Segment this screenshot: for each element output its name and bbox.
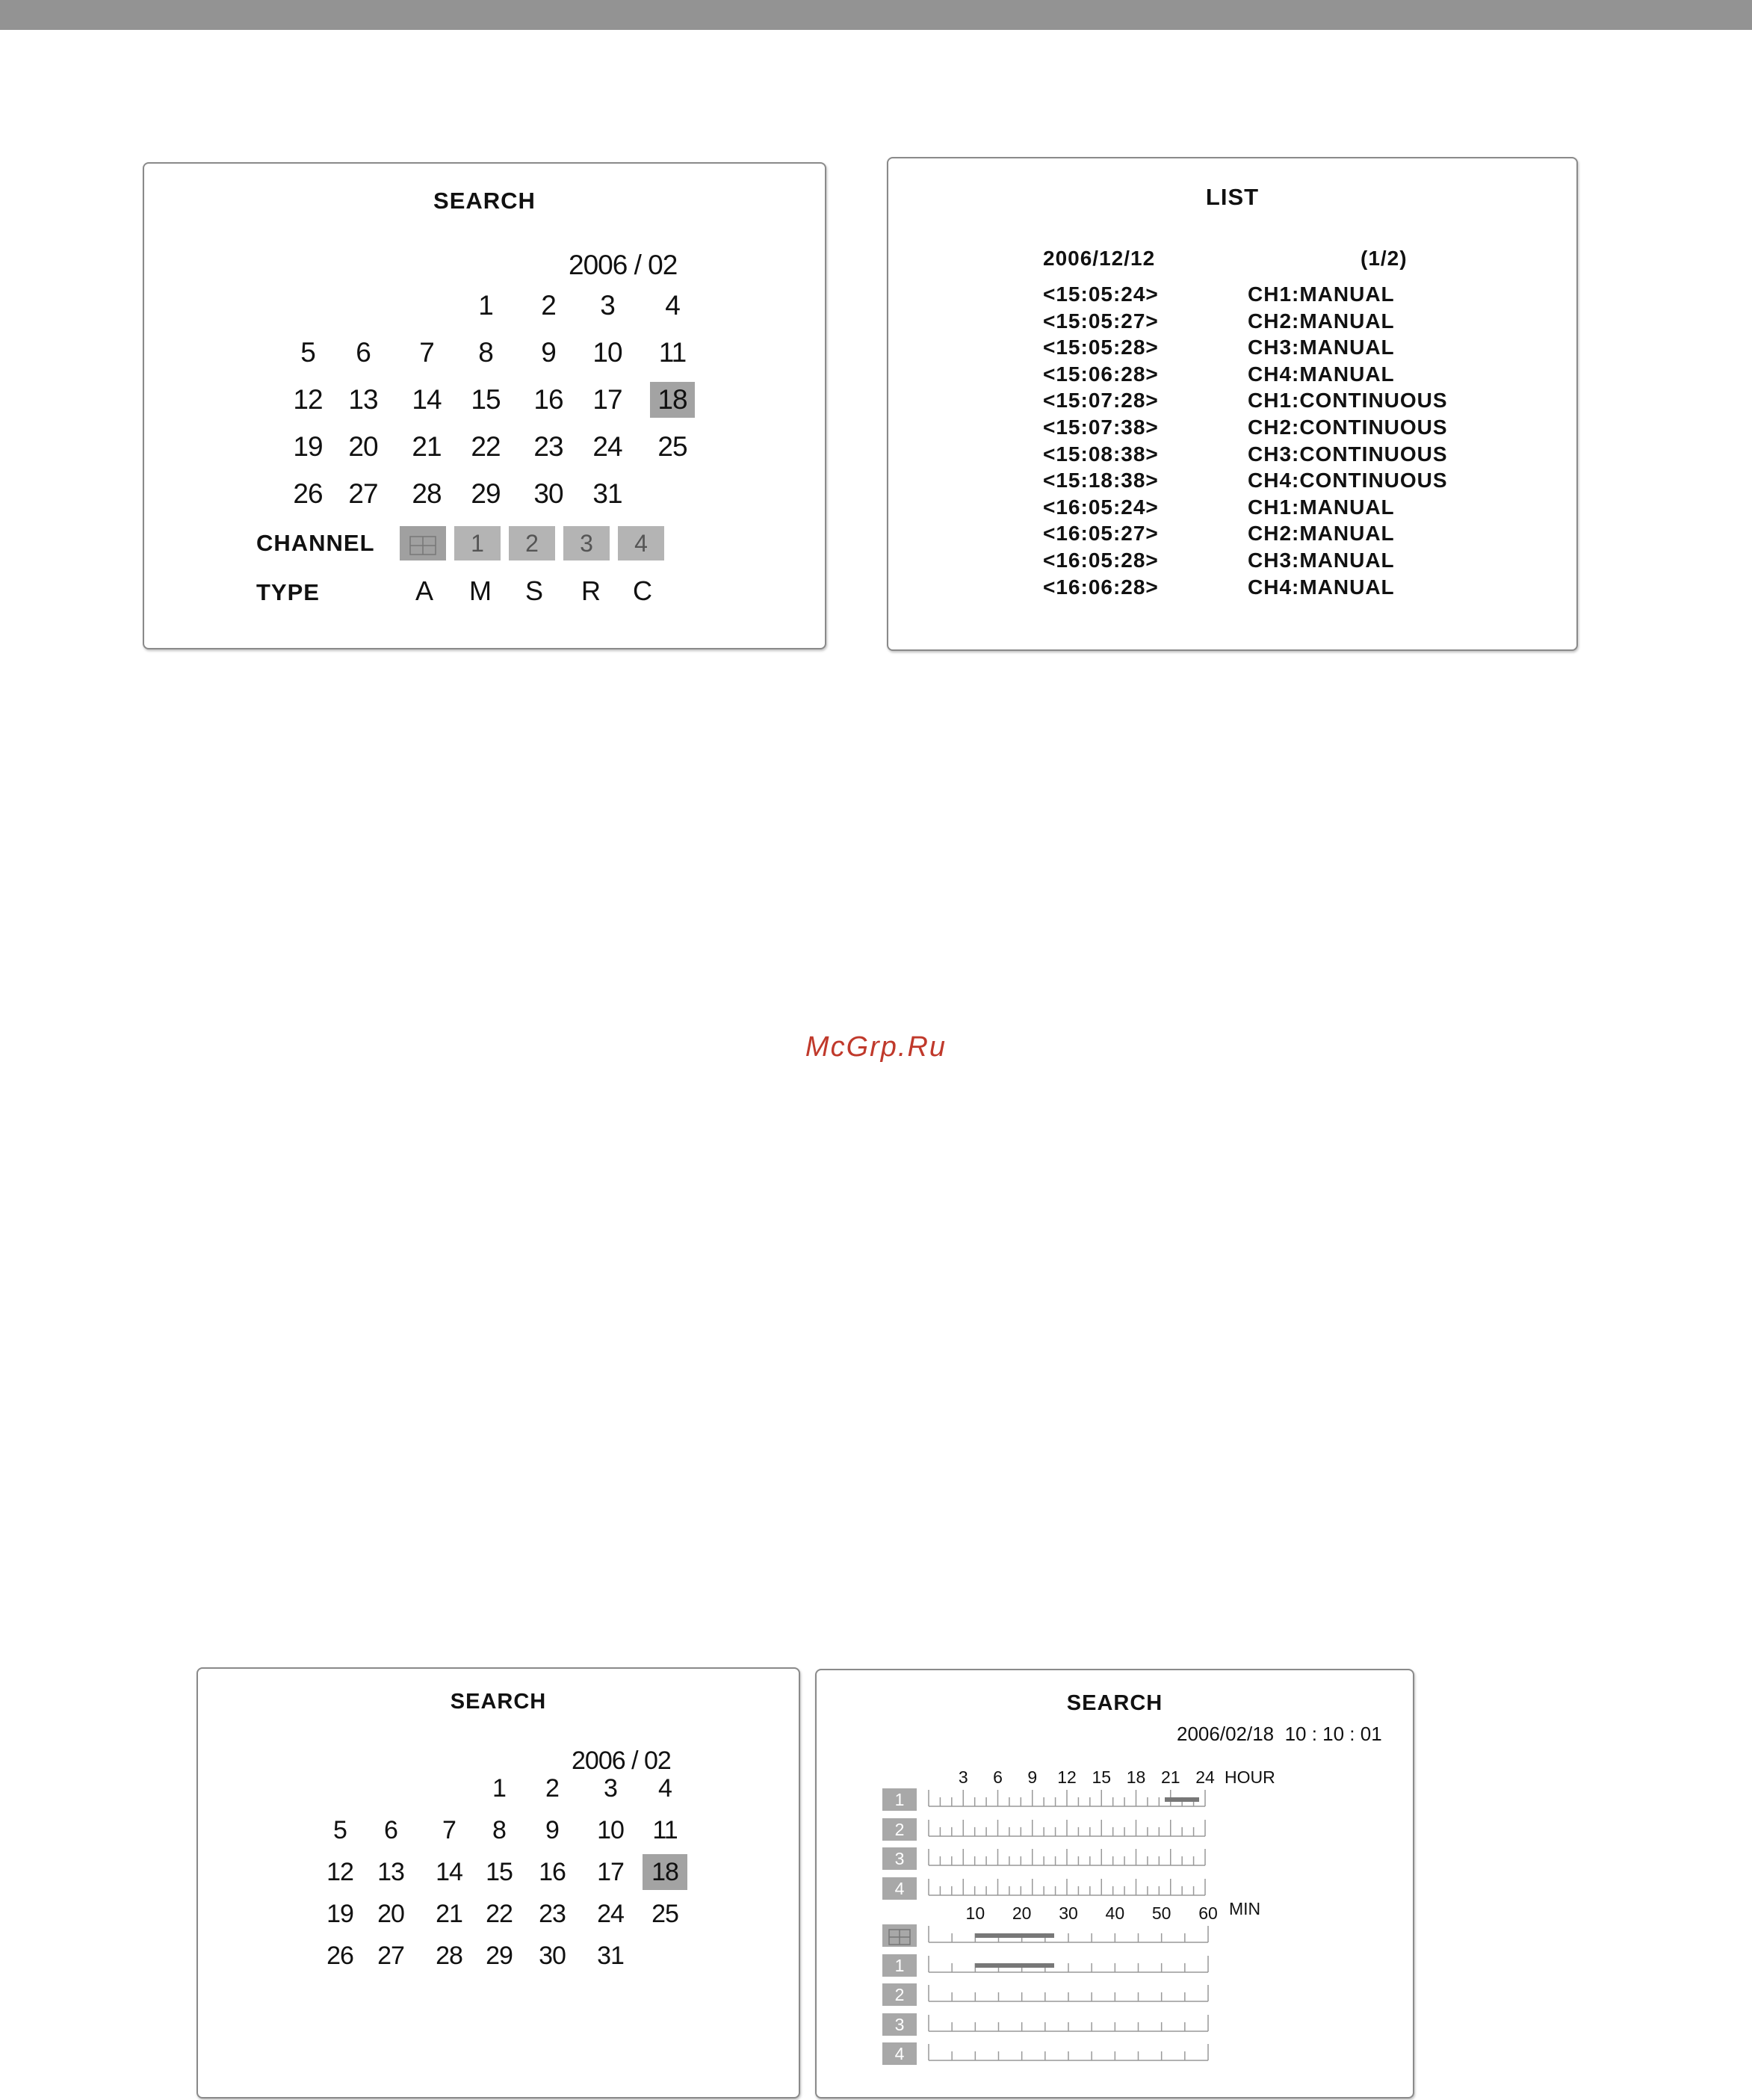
calendar-day[interactable]: 22 bbox=[471, 431, 501, 462]
hour-tick-label: 24 bbox=[1195, 1767, 1215, 1787]
minute-tick-label: 40 bbox=[1105, 1903, 1125, 1923]
list-entry-time[interactable]: <16:05:28> bbox=[1043, 549, 1159, 572]
list-entry-event[interactable]: CH1:CONTINUOUS bbox=[1248, 389, 1448, 413]
minute-recording-bar[interactable] bbox=[975, 1933, 1054, 1938]
calendar-day[interactable]: 6 bbox=[356, 337, 371, 368]
calendar-day[interactable]: 24 bbox=[597, 1900, 624, 1928]
calendar-day[interactable]: 4 bbox=[665, 290, 680, 321]
hour-tick-label: 18 bbox=[1126, 1767, 1146, 1787]
type-option[interactable]: A bbox=[415, 575, 434, 606]
hour-channel-label-1[interactable]: 1 bbox=[882, 1788, 917, 1811]
list-entry-event[interactable]: CH2:MANUAL bbox=[1248, 309, 1395, 333]
hour-channel-label-2[interactable]: 2 bbox=[882, 1818, 917, 1841]
minute-ruler-3[interactable] bbox=[927, 2015, 1210, 2033]
list-entry-event[interactable]: CH1:MANUAL bbox=[1248, 282, 1395, 306]
calendar-day[interactable]: 7 bbox=[442, 1816, 456, 1844]
calendar-day[interactable]: 28 bbox=[436, 1942, 462, 1970]
list-entry-time[interactable]: <15:06:28> bbox=[1043, 362, 1159, 386]
panel-title: LIST bbox=[1205, 184, 1260, 210]
minute-recording-bar[interactable] bbox=[975, 1963, 1054, 1968]
calendar-day[interactable]: 24 bbox=[592, 431, 622, 462]
list-entry-time[interactable]: <15:07:38> bbox=[1043, 416, 1159, 439]
calendar-day[interactable]: 26 bbox=[326, 1942, 353, 1970]
type-option[interactable]: C bbox=[633, 575, 652, 606]
minute-tick-label: 10 bbox=[965, 1903, 985, 1923]
hour-tick-label: 21 bbox=[1160, 1767, 1180, 1787]
minute-channel-label-1[interactable]: 1 bbox=[882, 1954, 917, 1977]
type-label: TYPE bbox=[256, 579, 320, 605]
calendar-month: 2006 / 02 bbox=[572, 1747, 671, 1775]
list-entry-event[interactable]: CH4:CONTINUOUS bbox=[1248, 469, 1448, 492]
list-entry-time[interactable]: <15:07:28> bbox=[1043, 389, 1159, 413]
type-option[interactable]: S bbox=[524, 575, 544, 606]
hour-tick-label: 3 bbox=[958, 1767, 968, 1787]
hour-tick-label: 15 bbox=[1092, 1767, 1112, 1787]
list-entry-event[interactable]: CH1:MANUAL bbox=[1248, 495, 1395, 519]
calendar-day[interactable]: 11 bbox=[658, 337, 687, 368]
minute-tick-label: 30 bbox=[1059, 1903, 1078, 1923]
calendar-day[interactable]: 26 bbox=[293, 478, 323, 509]
calendar-day[interactable]: 8 bbox=[492, 1816, 506, 1844]
calendar-day[interactable]: 9 bbox=[545, 1816, 559, 1844]
list-date: 2006/12/12 bbox=[1043, 247, 1156, 270]
channel-label: CHANNEL bbox=[256, 530, 375, 556]
minute-channel-label-3[interactable]: 3 bbox=[882, 2013, 917, 2036]
channel-quad-button[interactable] bbox=[400, 526, 446, 560]
quad-view-icon bbox=[409, 536, 436, 555]
calendar-day[interactable]: 8 bbox=[478, 337, 493, 368]
calendar-day[interactable]: 25 bbox=[651, 1900, 678, 1928]
minute-unit-label: MIN bbox=[1229, 1899, 1261, 1918]
calendar-day[interactable]: 6 bbox=[384, 1816, 397, 1844]
calendar-day[interactable]: 14 bbox=[412, 384, 442, 415]
hour-tick-label: 6 bbox=[993, 1767, 1003, 1787]
calendar-day[interactable]: 27 bbox=[348, 478, 378, 509]
list-entry-event[interactable]: CH3:CONTINUOUS bbox=[1248, 442, 1448, 466]
calendar-day[interactable]: 1 bbox=[492, 1774, 506, 1803]
hour-channel-label-4[interactable]: 4 bbox=[882, 1877, 917, 1900]
minute-channel-quad-label[interactable] bbox=[882, 1924, 917, 1947]
calendar-day[interactable]: 18 bbox=[643, 1854, 687, 1890]
calendar-day[interactable]: 17 bbox=[597, 1858, 624, 1886]
calendar-day[interactable]: 29 bbox=[486, 1942, 513, 1970]
hour-ruler-2[interactable] bbox=[927, 1820, 1207, 1838]
list-entry-event[interactable]: CH2:MANUAL bbox=[1248, 522, 1395, 546]
list-entry-time[interactable]: <15:08:38> bbox=[1043, 442, 1159, 466]
calendar-day[interactable]: 28 bbox=[412, 478, 442, 509]
hour-ruler-3[interactable] bbox=[927, 1849, 1207, 1867]
calendar-day[interactable]: 11 bbox=[652, 1816, 678, 1844]
minute-tick-label: 20 bbox=[1012, 1903, 1032, 1923]
channel-button-3[interactable]: 3 bbox=[563, 526, 610, 560]
list-entry-event[interactable]: CH4:MANUAL bbox=[1248, 362, 1395, 386]
calendar-day[interactable]: 18 bbox=[650, 382, 695, 418]
list-entry-time[interactable]: <16:05:24> bbox=[1043, 495, 1159, 519]
calendar-month: 2006 / 02 bbox=[569, 250, 678, 280]
calendar-day[interactable]: 30 bbox=[533, 478, 563, 509]
list-entry-time[interactable]: <16:05:27> bbox=[1043, 522, 1159, 546]
calendar-day[interactable]: 9 bbox=[541, 337, 556, 368]
minute-ruler-1[interactable] bbox=[927, 1956, 1210, 1974]
calendar-day[interactable]: 15 bbox=[486, 1858, 513, 1886]
channel-button-2[interactable]: 2 bbox=[509, 526, 555, 560]
top-header-bar bbox=[0, 0, 1752, 30]
calendar-day[interactable]: 2 bbox=[541, 290, 556, 321]
event-list-panel bbox=[887, 157, 1578, 651]
calendar-day[interactable]: 13 bbox=[377, 1858, 404, 1886]
panel-title: SEARCH bbox=[433, 188, 536, 214]
quad-view-icon bbox=[888, 1929, 911, 1945]
panel-title: SEARCH bbox=[450, 1690, 547, 1714]
panel-title: SEARCH bbox=[1066, 1691, 1163, 1715]
list-entry-time[interactable]: <15:18:38> bbox=[1043, 469, 1159, 492]
calendar-day[interactable]: 2 bbox=[545, 1774, 559, 1803]
list-entry-event[interactable]: CH3:MANUAL bbox=[1248, 549, 1395, 572]
calendar-day[interactable]: 23 bbox=[539, 1900, 566, 1928]
calendar-day[interactable]: 27 bbox=[377, 1942, 404, 1970]
hour-ruler-4[interactable] bbox=[927, 1879, 1207, 1897]
calendar-day[interactable]: 16 bbox=[533, 384, 563, 415]
search-calendar-panel-2 bbox=[196, 1667, 800, 2099]
list-entry-event[interactable]: CH2:CONTINUOUS bbox=[1248, 416, 1448, 439]
hour-tick-label: 12 bbox=[1057, 1767, 1077, 1787]
list-entry-time[interactable]: <15:05:24> bbox=[1043, 282, 1159, 306]
calendar-day[interactable]: 17 bbox=[592, 384, 622, 415]
list-page[interactable]: (1/2) bbox=[1361, 247, 1408, 270]
calendar-day[interactable]: 19 bbox=[326, 1900, 353, 1928]
type-option[interactable]: M bbox=[469, 575, 492, 606]
calendar-day[interactable]: 1 bbox=[478, 290, 493, 321]
list-entry-time[interactable]: <15:05:28> bbox=[1043, 336, 1159, 359]
list-entry-time[interactable]: <15:05:27> bbox=[1043, 309, 1159, 333]
hour-tick-label: 9 bbox=[1027, 1767, 1038, 1787]
calendar-day[interactable]: 22 bbox=[486, 1900, 513, 1928]
calendar-day[interactable]: 16 bbox=[539, 1858, 566, 1886]
calendar-day[interactable]: 23 bbox=[533, 431, 563, 462]
calendar-day[interactable]: 10 bbox=[597, 1816, 624, 1844]
minute-ruler-0[interactable] bbox=[927, 1926, 1210, 1944]
calendar-day[interactable]: 31 bbox=[597, 1942, 624, 1970]
calendar-day[interactable]: 14 bbox=[436, 1858, 462, 1886]
search-timeline-panel bbox=[815, 1669, 1414, 2099]
calendar-day[interactable]: 30 bbox=[539, 1942, 566, 1970]
calendar-day[interactable]: 4 bbox=[658, 1774, 672, 1803]
hour-recording-bar[interactable] bbox=[1165, 1797, 1199, 1802]
hour-channel-label-3[interactable]: 3 bbox=[882, 1847, 917, 1870]
calendar-day[interactable]: 5 bbox=[300, 337, 315, 368]
list-entry-time[interactable]: <16:06:28> bbox=[1043, 575, 1159, 599]
minute-channel-label-4[interactable]: 4 bbox=[882, 2042, 917, 2065]
minute-tick-label: 60 bbox=[1198, 1903, 1218, 1923]
minute-ruler-2[interactable] bbox=[927, 1985, 1210, 2003]
channel-button-1[interactable]: 1 bbox=[454, 526, 501, 560]
list-entry-event[interactable]: CH4:MANUAL bbox=[1248, 575, 1395, 599]
channel-button-4[interactable]: 4 bbox=[618, 526, 664, 560]
calendar-day[interactable]: 19 bbox=[293, 431, 323, 462]
hour-unit-label: HOUR bbox=[1225, 1767, 1275, 1787]
calendar-day[interactable]: 20 bbox=[348, 431, 378, 462]
calendar-day[interactable]: 12 bbox=[293, 384, 323, 415]
minute-ruler-4[interactable] bbox=[927, 2044, 1210, 2062]
calendar-day[interactable]: 31 bbox=[592, 478, 622, 509]
calendar-day[interactable]: 12 bbox=[326, 1858, 353, 1886]
watermark: McGrp.Ru bbox=[805, 1031, 947, 1063]
list-entry-event[interactable]: CH3:MANUAL bbox=[1248, 336, 1395, 359]
calendar-day[interactable]: 29 bbox=[471, 478, 501, 509]
timestamp: 2006/02/18 10 : 10 : 01 bbox=[1177, 1723, 1382, 1745]
calendar-day[interactable]: 25 bbox=[657, 431, 687, 462]
calendar-day[interactable]: 20 bbox=[377, 1900, 404, 1928]
calendar-day[interactable]: 3 bbox=[604, 1774, 617, 1803]
calendar-day[interactable]: 13 bbox=[348, 384, 378, 415]
calendar-day[interactable]: 15 bbox=[471, 384, 501, 415]
search-calendar-panel bbox=[143, 162, 826, 649]
calendar-day[interactable]: 5 bbox=[333, 1816, 347, 1844]
calendar-day[interactable]: 21 bbox=[412, 431, 442, 462]
minute-channel-label-2[interactable]: 2 bbox=[882, 1983, 917, 2006]
type-option[interactable]: R bbox=[581, 575, 601, 606]
calendar-day[interactable]: 3 bbox=[600, 290, 615, 321]
calendar-day[interactable]: 7 bbox=[419, 337, 434, 368]
calendar-day[interactable]: 10 bbox=[592, 337, 622, 368]
minute-tick-label: 50 bbox=[1151, 1903, 1171, 1923]
calendar-day[interactable]: 21 bbox=[436, 1900, 462, 1928]
